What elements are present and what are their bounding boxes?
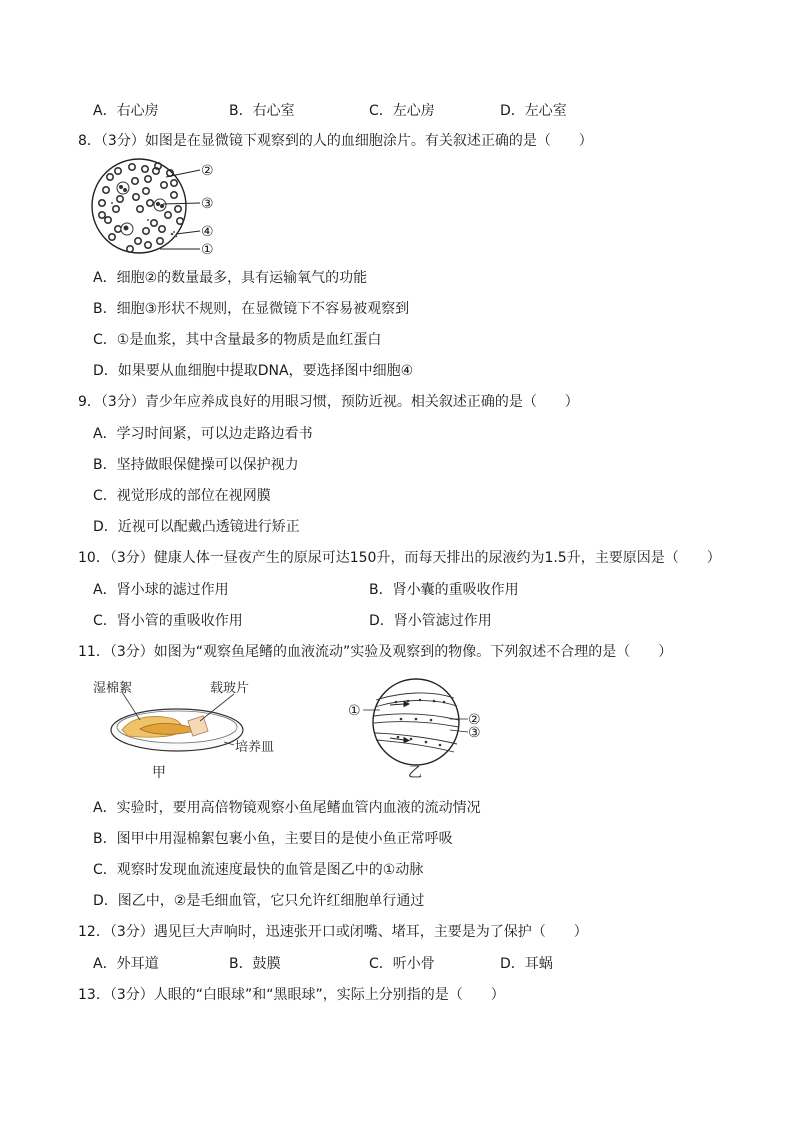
q10-stem: 10．（3分）健康人体一昼夜产生的原尿可达150升，而每天排出的尿液约为1.5升，主要原因是（ ） — [78, 550, 721, 566]
q9-option-b: B．坚持做眼保健操可以保护视力 — [93, 457, 299, 473]
q8-option-c: C．①是血浆，其中含量最多的物质是血红蛋白 — [93, 332, 382, 348]
q9-option-a: A．学习时间紧，可以边走路边看书 — [93, 426, 313, 442]
q12-option-b: B．鼓膜 — [229, 956, 281, 972]
yi-label-2: ② — [468, 712, 481, 728]
q10-option-c: C．肾小管的重吸收作用 — [93, 613, 243, 629]
q9-stem: 9．（3分）青少年应养成良好的用眼习惯，预防近视。相关叙述正确的是（ ） — [78, 394, 579, 410]
smear-label-2: ② — [201, 163, 214, 179]
q11-option-b: B．图甲中用湿棉絮包裹小鱼，主要目的是使小鱼正常呼吸 — [93, 831, 453, 847]
fish-tail-microscope-figure-yi — [346, 674, 496, 784]
q10-option-d: D．肾小管滤过作用 — [369, 613, 492, 629]
q8-option-b: B．细胞③形状不规则，在显微镜下不容易被观察到 — [93, 301, 410, 317]
label-glass-slide: 载玻片 — [210, 681, 250, 696]
q12-option-a: A．外耳道 — [93, 956, 159, 972]
q11-option-d: D．图乙中，②是毛细血管，它只允许红细胞单行通过 — [93, 893, 425, 909]
q8-stem: 8．（3分）如图是在显微镜下观察到的人的血细胞涂片。有关叙述正确的是（ ） — [78, 133, 593, 149]
q13-stem: 13．（3分）人眼的“白眼球”和“黑眼球”，实际上分别指的是（ ） — [78, 987, 505, 1003]
q11-stem: 11．（3分）如图为“观察鱼尾鳍的血液流动”实验及观察到的物像。下列叙述不合理的是（ ） — [78, 644, 673, 660]
caption-yi: 乙 — [408, 765, 422, 781]
fish-tail-experiment-figure-jia — [92, 674, 292, 784]
label-wet-cotton: 湿棉絮 — [93, 681, 133, 696]
label-petri-dish: 培养皿 — [235, 740, 275, 755]
q7-option-a: A．右心房 — [93, 103, 159, 119]
q9-option-c: C．视觉形成的部位在视网膜 — [93, 488, 271, 504]
caption-jia: 甲 — [152, 765, 166, 781]
yi-label-3: ③ — [468, 725, 481, 741]
q8-option-d: D．如果要从血细胞中提取DNA，要选择图中细胞④ — [93, 363, 414, 379]
q8-option-a: A．细胞②的数量最多，具有运输氧气的功能 — [93, 270, 368, 286]
q10-option-a: A．肾小球的滤过作用 — [93, 582, 229, 598]
q9-option-d: D．近视可以配戴凸透镜进行矫正 — [93, 519, 300, 535]
smear-label-3: ③ — [201, 196, 214, 212]
q12-option-d: D．耳蜗 — [500, 956, 553, 972]
blood-smear-figure — [90, 157, 240, 261]
q7-option-b: B．右心室 — [229, 103, 295, 119]
q7-option-c: C．左心房 — [369, 103, 435, 119]
q12-stem: 12．（3分）遇见巨大声响时，迅速张开口或闭嘴、堵耳，主要是为了保护（ ） — [78, 924, 588, 940]
q12-option-c: C．听小骨 — [369, 956, 435, 972]
smear-label-4: ④ — [201, 224, 214, 240]
smear-label-1: ① — [201, 242, 214, 258]
q7-option-d: D．左心室 — [500, 103, 567, 119]
q11-option-a: A．实验时，要用高倍物镜观察小鱼尾鳍血管内血液的流动情况 — [93, 800, 481, 816]
yi-label-1: ① — [348, 703, 361, 719]
q10-option-b: B．肾小囊的重吸收作用 — [369, 582, 519, 598]
q11-option-c: C．观察时发现血流速度最快的血管是图乙中的①动脉 — [93, 862, 424, 878]
